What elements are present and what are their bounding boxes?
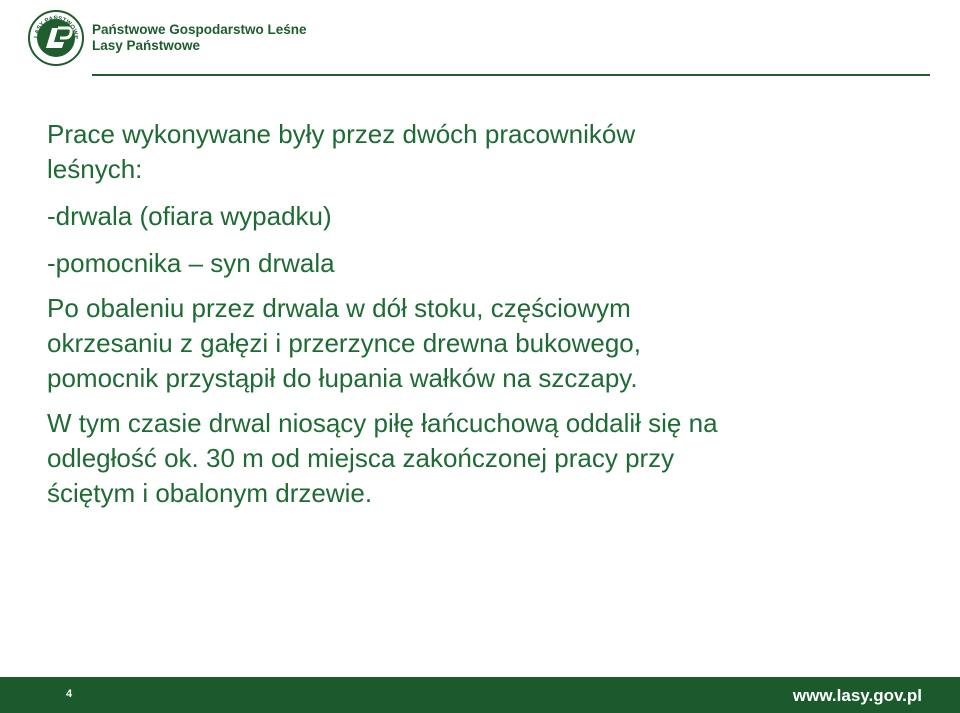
para-3-line-2: odległość ok. 30 m od miejsca zakończonej pracy przy bbox=[47, 443, 675, 473]
header bbox=[0, 0, 960, 80]
para-1-line-2: leśnych: bbox=[47, 154, 143, 184]
para-3-line-1: W tym czasie drwal niosący piłę łańcuchową oddalił się na bbox=[47, 408, 718, 438]
footer-bar bbox=[0, 677, 960, 713]
lasy-panstwowe-logo bbox=[28, 10, 84, 66]
slide-body bbox=[47, 117, 907, 511]
para-2-line-1: Po obaleniu przez drwala w dół stoku, częściowym bbox=[47, 293, 631, 323]
para-3-line-3: ściętym i obalonym drzewie. bbox=[47, 478, 373, 508]
header-divider bbox=[92, 74, 930, 76]
list-item-pomocnik: -pomocnika – syn drwala bbox=[47, 248, 335, 278]
list-item-drwal: -drwala (ofiara wypadku) bbox=[47, 201, 332, 231]
website-link[interactable]: www.lasy.gov.pl bbox=[792, 686, 922, 705]
para-2-line-3: pomocnik przystąpił do łupania wałków na szczapy. bbox=[47, 363, 638, 393]
org-line-2: Lasy Państwowe bbox=[92, 38, 201, 53]
logo-arc-text: LASY PAŃSTWOWE bbox=[33, 15, 79, 40]
organization-name bbox=[92, 22, 307, 54]
org-line-1: Państwowe Gospodarstwo Leśne bbox=[92, 22, 307, 37]
para-2-line-2: okrzesaniu z gałęzi i przerzynce drewna bukowego, bbox=[47, 328, 641, 358]
para-1-line-1: Prace wykonywane były przez dwóch pracowników bbox=[47, 119, 636, 149]
page-number: 4 bbox=[66, 688, 73, 700]
